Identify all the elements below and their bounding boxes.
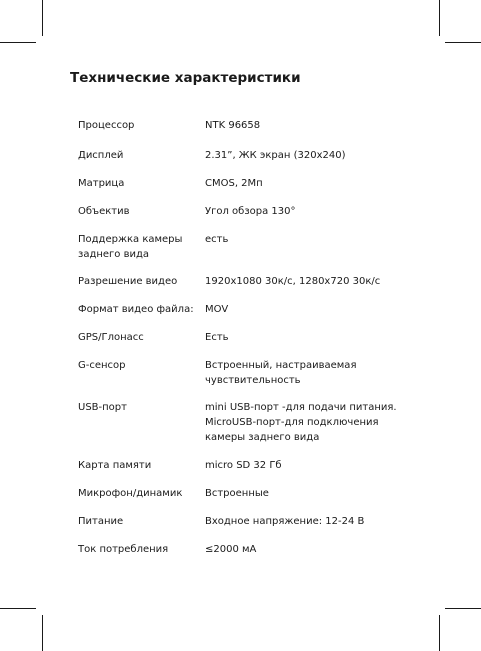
crop-mark-bottom-left-vertical (42, 615, 43, 651)
spec-value: CMOS, 2Мп (205, 178, 263, 189)
spec-row (78, 302, 418, 330)
spec-value: 2.31”, ЖК экран (320x240) (205, 150, 346, 161)
spec-value: MOV (205, 304, 229, 315)
spec-label: Матрица (78, 178, 125, 189)
spec-row (78, 204, 418, 232)
spec-value: NTK 96658 (205, 120, 261, 131)
spec-row (78, 176, 418, 204)
spec-value: есть (205, 234, 229, 245)
spec-label: Процессор (78, 120, 135, 131)
crop-mark-top-right-horizontal (445, 42, 481, 43)
spec-value: 1920x1080 30к/с, 1280x720 30к/с (205, 276, 381, 287)
spec-label: Разрешение видео (78, 276, 178, 287)
spec-row (78, 400, 418, 458)
spec-row (78, 330, 418, 358)
spec-row (78, 458, 418, 486)
spec-row (78, 486, 418, 514)
spec-value: Угол обзора 130° (205, 206, 296, 217)
spec-label: Карта памяти (78, 460, 152, 471)
spec-row (78, 542, 418, 562)
spec-value: Входное напряжение: 12-24 В (205, 516, 365, 527)
spec-label: Дисплей (78, 150, 124, 161)
spec-label: Поддержка камеры заднего вида (78, 234, 183, 260)
spec-row (78, 232, 418, 274)
spec-label: GPS/Глонасс (78, 332, 144, 343)
spec-label: Питание (78, 516, 124, 527)
spec-label: USB-порт (78, 402, 127, 413)
crop-mark-top-left-vertical (42, 0, 43, 36)
crop-mark-top-right-vertical (439, 0, 440, 36)
crop-mark-bottom-left-horizontal (0, 608, 36, 609)
spec-value: Есть (205, 332, 229, 343)
spec-value: Встроенные (205, 488, 269, 499)
spec-value: ≤2000 мА (205, 544, 257, 555)
spec-label: Микрофон/динамик (78, 488, 183, 499)
spec-value: micro SD 32 Гб (205, 460, 282, 471)
spec-row (78, 514, 418, 542)
spec-value: Встроенный, настраиваемая чувствительность (205, 360, 357, 386)
spec-label: Объектив (78, 206, 130, 217)
spec-row (78, 118, 418, 148)
spec-label: Формат видео файла: (78, 304, 194, 315)
specs-table (78, 118, 418, 562)
crop-mark-top-left-horizontal (0, 42, 36, 43)
spec-value: mini USB-порт -для подачи питания. MicroUSB-порт-для подключения камеры заднего вида (205, 402, 397, 443)
crop-mark-bottom-right-vertical (439, 615, 440, 651)
spec-row (78, 358, 418, 400)
spec-label: Ток потребления (78, 544, 169, 555)
page-title: Технические характеристики (70, 70, 301, 86)
spec-row (78, 274, 418, 302)
spec-label: G-сенсор (78, 360, 126, 371)
crop-mark-bottom-right-horizontal (445, 608, 481, 609)
spec-row (78, 148, 418, 176)
